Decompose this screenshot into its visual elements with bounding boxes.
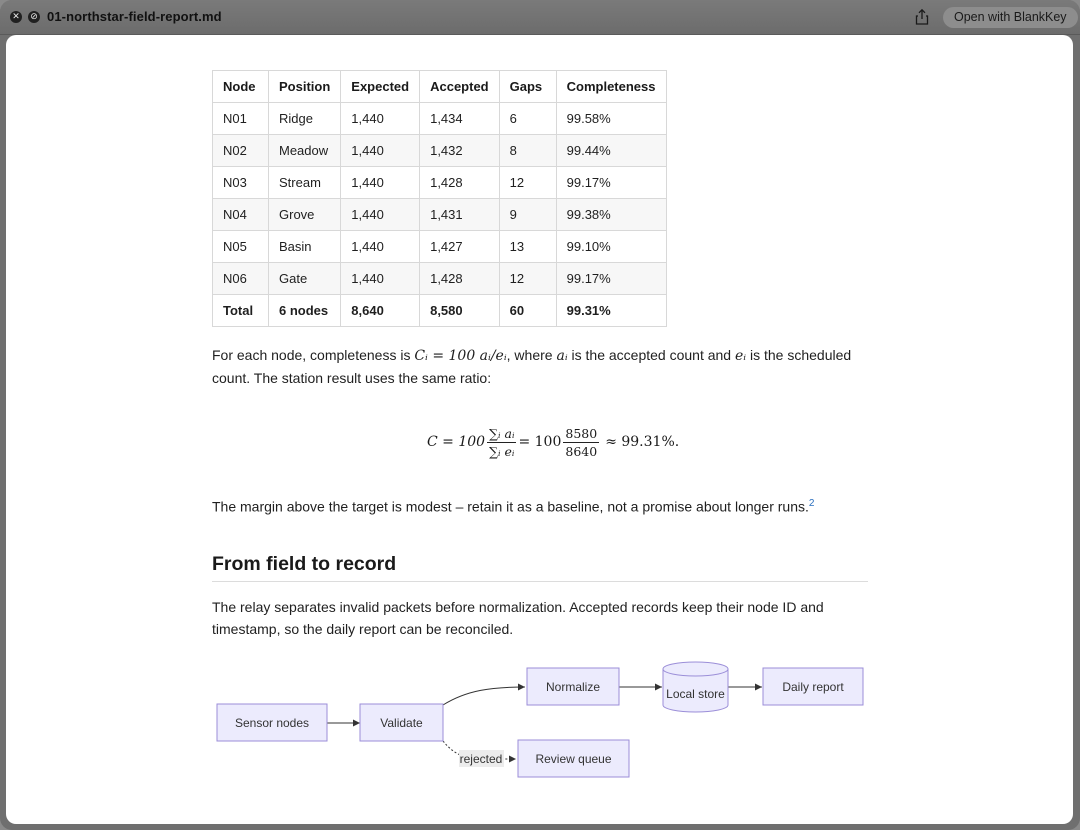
inline-math: eᵢ xyxy=(734,348,747,364)
table-cell: N06 xyxy=(213,263,269,295)
para-text: For each node, completeness is xyxy=(212,347,415,363)
table-row xyxy=(213,167,667,199)
table-cell: Stream xyxy=(269,167,341,199)
table-cell: 8,580 xyxy=(420,295,500,327)
table-cell: 1,431 xyxy=(420,199,500,231)
table-cell: 8,640 xyxy=(341,295,420,327)
table-cell: N04 xyxy=(213,199,269,231)
column-header: Gaps xyxy=(499,71,556,103)
para-text: is the accepted count and xyxy=(567,347,735,363)
relay-paragraph xyxy=(212,596,824,640)
formula-denominator: 8640 xyxy=(565,443,598,459)
column-header: Accepted xyxy=(420,71,500,103)
table-cell: 6 nodes xyxy=(269,295,341,327)
node-label: Review queue xyxy=(535,752,612,766)
table-cell: N01 xyxy=(213,103,269,135)
para-text: The margin above the target is modest – retain it as a baseline, not a promise about longer runs. xyxy=(212,498,809,515)
close-icon[interactable]: ✕ xyxy=(10,11,22,23)
table-row xyxy=(213,135,667,167)
node-label: Validate xyxy=(380,716,423,730)
formula-fraction xyxy=(487,426,516,459)
table-cell: 1,440 xyxy=(341,199,420,231)
inline-math: aᵢ xyxy=(556,348,568,364)
table-cell: 99.38% xyxy=(556,199,666,231)
table-cell: N05 xyxy=(213,231,269,263)
column-header: Completeness xyxy=(556,71,666,103)
formula-mid: = 100 xyxy=(518,434,562,450)
table-row xyxy=(213,231,667,263)
table-cell: 1,440 xyxy=(341,103,420,135)
table-row xyxy=(213,263,667,295)
formula-numerator: ∑ᵢ aᵢ xyxy=(489,425,515,441)
table-cell: 99.31% xyxy=(556,295,666,327)
share-icon[interactable] xyxy=(912,8,932,26)
footnote-link[interactable]: 2 xyxy=(808,498,815,509)
table-row xyxy=(213,103,667,135)
para-text: is the scheduled xyxy=(746,347,852,363)
table-cell: 1,432 xyxy=(420,135,500,167)
section-heading: From field to record xyxy=(212,553,868,582)
table-cell: 1,427 xyxy=(420,231,500,263)
formula-lhs: C = 100 xyxy=(427,434,486,450)
table-cell: 99.17% xyxy=(556,167,666,199)
table-cell: Basin xyxy=(269,231,341,263)
node-review-queue xyxy=(518,740,629,777)
table-cell: 1,440 xyxy=(341,263,420,295)
flow-diagram xyxy=(212,660,868,785)
table-cell: 99.17% xyxy=(556,263,666,295)
table-cell: 99.10% xyxy=(556,231,666,263)
document-view[interactable] xyxy=(6,35,1073,824)
table-cell: N03 xyxy=(213,167,269,199)
node-label: Local store xyxy=(666,687,725,701)
table-cell: 9 xyxy=(499,199,556,231)
node-validate xyxy=(360,704,443,741)
column-header: Node xyxy=(213,71,269,103)
para-text: timestamp, so the daily report can be reconciled. xyxy=(212,621,514,637)
table-cell: 12 xyxy=(499,263,556,295)
column-header: Position xyxy=(269,71,341,103)
formula-numerator: 8580 xyxy=(565,425,598,441)
table-cell: 6 xyxy=(499,103,556,135)
table-cell: 1,428 xyxy=(420,167,500,199)
table-total-row xyxy=(213,295,667,327)
column-header: Expected xyxy=(341,71,420,103)
formula-result: ≈ 99.31%. xyxy=(605,434,680,450)
table-cell: 1,440 xyxy=(341,167,420,199)
table-row xyxy=(213,199,667,231)
node-daily-report xyxy=(763,668,863,705)
store-top xyxy=(663,662,728,676)
margin-paragraph xyxy=(212,493,814,518)
table-cell: Gate xyxy=(269,263,341,295)
window-title: 01-northstar-field-report.md xyxy=(47,9,222,24)
node-normalize xyxy=(527,668,619,705)
para-text: , where xyxy=(506,347,557,363)
completeness-paragraph xyxy=(212,344,851,389)
table-cell: 1,440 xyxy=(341,231,420,263)
table-cell: Ridge xyxy=(269,103,341,135)
minimize-icon[interactable]: ⊘ xyxy=(28,11,40,23)
table-cell: 8 xyxy=(499,135,556,167)
table-cell: 1,440 xyxy=(341,135,420,167)
table-cell: 12 xyxy=(499,167,556,199)
node-sensor-nodes xyxy=(217,704,327,741)
para-text: count. The station result uses the same ratio: xyxy=(212,370,492,386)
edge-validate-normalize xyxy=(443,687,525,705)
table-cell: 99.44% xyxy=(556,135,666,167)
table-cell: Grove xyxy=(269,199,341,231)
node-label: Daily report xyxy=(782,680,844,694)
formula-fraction xyxy=(563,426,599,459)
node-label: Normalize xyxy=(545,680,601,694)
table-cell: 1,428 xyxy=(420,263,500,295)
table-cell: 13 xyxy=(499,231,556,263)
edge-label-rejected: rejected xyxy=(459,752,503,766)
completeness-table xyxy=(212,70,667,327)
title-bar xyxy=(0,0,1080,35)
open-with-button[interactable]: Open with BlankKey xyxy=(943,7,1078,28)
table-cell: Total xyxy=(213,295,269,327)
node-label: Sensor nodes xyxy=(234,716,310,730)
table-cell: N02 xyxy=(213,135,269,167)
table-cell: 1,434 xyxy=(420,103,500,135)
para-text: The relay separates invalid packets before normalization. Accepted records keep their node ID and xyxy=(212,599,824,615)
formula-denominator: ∑ᵢ eᵢ xyxy=(489,443,515,459)
table-cell: Meadow xyxy=(269,135,341,167)
node-local-store xyxy=(663,662,728,712)
station-formula xyxy=(427,417,679,467)
table-header-row xyxy=(213,71,667,103)
inline-math: Cᵢ = 100 aᵢ/eᵢ xyxy=(414,348,507,364)
table-cell: 99.58% xyxy=(556,103,666,135)
table-cell: 60 xyxy=(499,295,556,327)
